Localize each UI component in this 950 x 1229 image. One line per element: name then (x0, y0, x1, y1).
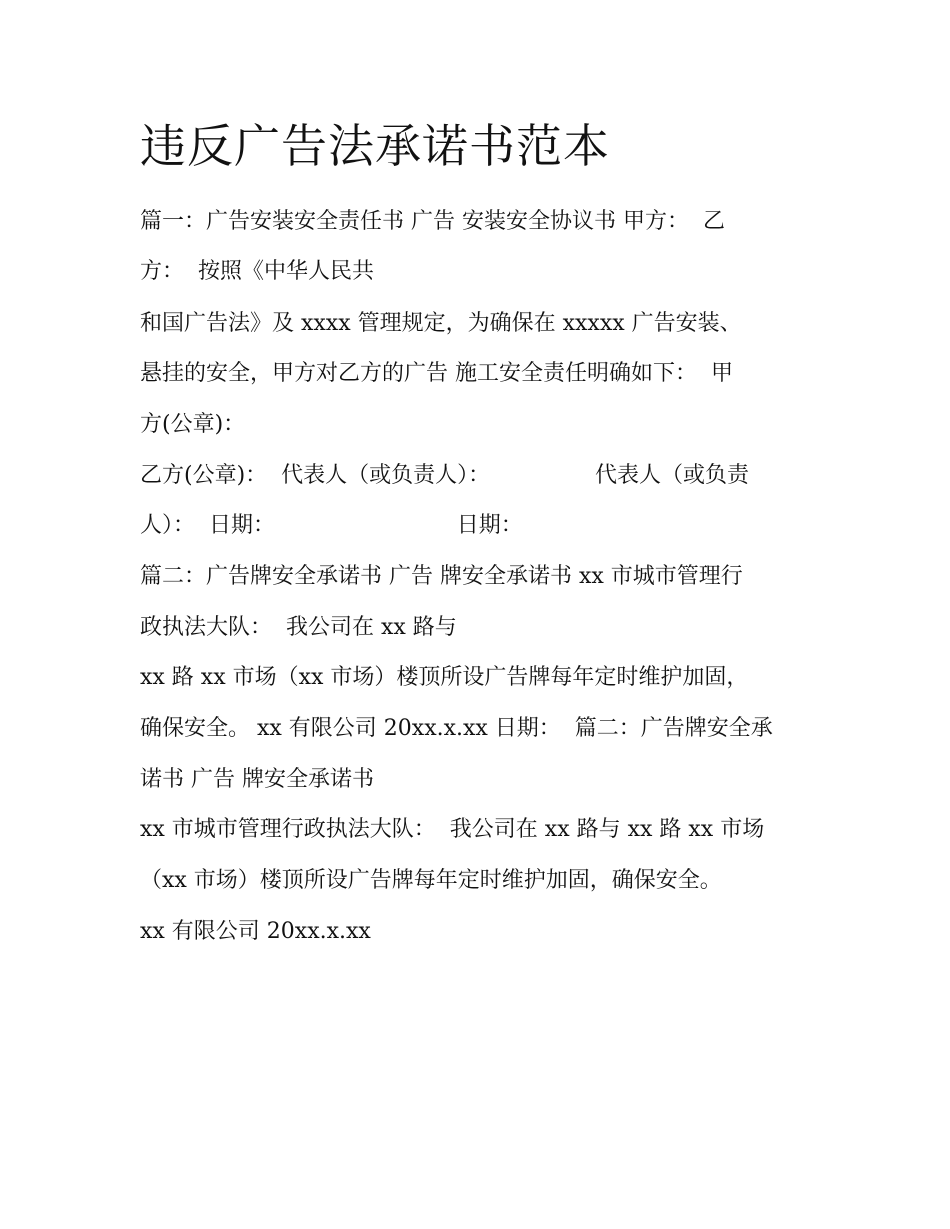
body-line-3: 和国广告法》及 xxxx 管理规定，为确保在 xxxxx 广告安装、 (140, 311, 742, 336)
body-line-15: xx 有限公司 20xx.x.xx (140, 919, 371, 944)
body-line-5: 方(公章)： (140, 412, 246, 437)
body-line-12: 诺书 广告 牌安全承诺书 (140, 767, 374, 792)
document-title: 违反广告法承诺书范本 (140, 119, 610, 173)
body-line-13: xx 市城市管理行政执法大队： 我公司在 xx 路与 xx 路 xx 市场 (140, 817, 765, 842)
body-line-9: 政执法大队： 我公司在 xx 路与 (140, 615, 457, 640)
body-line-8: 篇二：广告牌安全承诺书 广告 牌安全承诺书 xx 市城市管理行 (140, 564, 743, 589)
body-line-11: 确保安全。 xx 有限公司 20xx.x.xx 日期： 篇二：广告牌安全承 (140, 716, 773, 741)
body-line-4: 悬挂的安全，甲方对乙方的广告 施工安全责任明确如下： 甲 (140, 361, 733, 386)
body-line-14: （xx 市场）楼顶所设广告牌每年定时维护加固，确保安全。 (140, 868, 722, 893)
body-line-7: 人）： 日期： 日期： (140, 513, 523, 538)
body-line-1: 篇一：广告安装安全责任书 广告 安装安全协议书 甲方： 乙 (140, 209, 725, 234)
body-line-2: 方： 按照《中华人民共 (140, 259, 374, 284)
body-line-10: xx 路 xx 市场（xx 市场）楼顶所设广告牌每年定时维护加固， (140, 665, 749, 690)
body-line-6: 乙方(公章)： 代表人（或负责人）： 代表人（或负责 (140, 463, 750, 488)
